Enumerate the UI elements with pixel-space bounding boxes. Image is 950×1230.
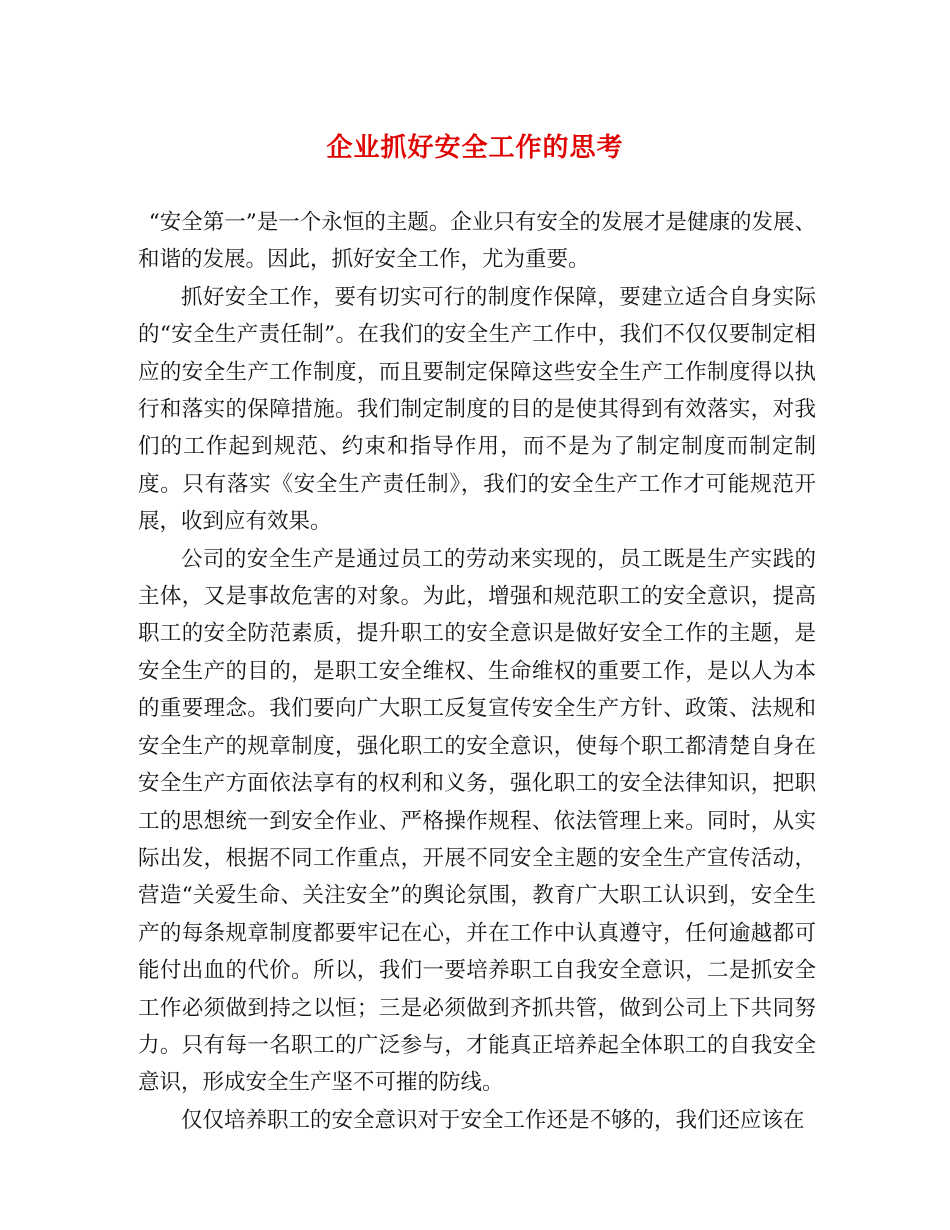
paragraph-4: 仅仅培养职工的安全意识对于安全工作还是不够的，我们还应该在	[181, 1107, 805, 1133]
document-body	[138, 204, 816, 1139]
document-title: 企业抓好安全工作的思考	[326, 133, 624, 163]
paragraph-2: 抓好安全工作，要有切实可行的制度作保障，要建立适合自身实际的“安全生产责任制”。在我们的安全生产工作中，我们不仅仅要制定相应的安全生产工作制度，而且要制定保障这些安全生产工作制度得以执行和落实的保障措施。我们制定制度的目的是使其得到有效落实，对我们的工作起到规范、约束和指导作用，而不是为了制定制度而制定制度。只有落实《安全生产责任制》，我们的安全生产工作才可能规范开展，收到应有效果。	[138, 284, 816, 535]
paragraph-1: “安全第一”是一个永恒的主题。企业只有安全的发展才是健康的发展、和谐的发展。因此，抓好安全工作，尤为重要。	[138, 210, 816, 273]
paragraph-3: 公司的安全生产是通过员工的劳动来实现的，员工既是生产实践的主体，又是事故危害的对象。为此，增强和规范职工的安全意识，提高职工的安全防范素质，提升职工的安全意识是做好安全工作的主题，是安全生产的目的，是职工安全维权、生命维权的重要工作，是以人为本的重要理念。我们要向广大职工反复宣传安全生产方针、政策、法规和安全生产的规章制度，强化职工的安全意识，使每个职工都清楚自身在安全生产方面依法享有的权利和义务，强化职工的安全法律知识，把职工的思想统一到安全作业、严格操作规程、依法管理上来。同时，从实际出发，根据不同工作重点，开展不同安全主题的安全生产宣传活动，营造“关爱生命、关注安全”的舆论氛围，教育广大职工认识到，安全生产的每条规章制度都要牢记在心，并在工作中认真遵守，任何逾越都可能付出血的代价。所以，我们一要培养职工自我安全意识，二是抓安全工作必须做到持之以恒；三是必须做到齐抓共管，做到公司上下共同努力。只有每一名职工的广泛参与，才能真正培养起全体职工的自我安全意识，形成安全生产坚不可摧的防线。	[138, 546, 816, 1096]
